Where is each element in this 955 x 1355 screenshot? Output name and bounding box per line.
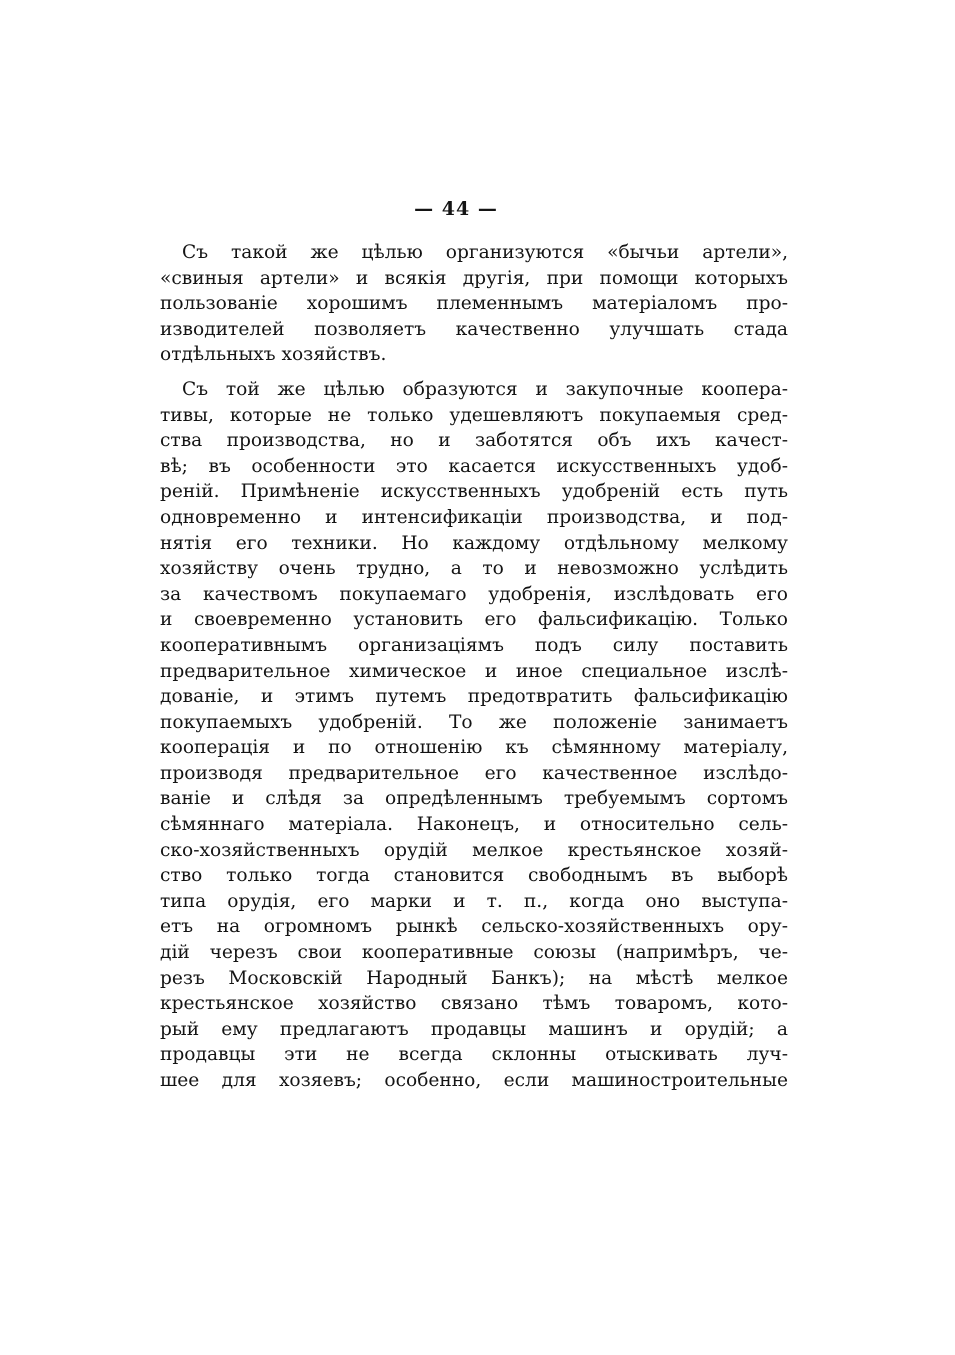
text-line: покупаемыхъ удобреній. То же положеніе занимаетъ xyxy=(160,711,788,733)
text-line: реній. Примѣненіе искусственныхъ удобреній есть путь xyxy=(160,481,788,503)
text-line: кооперація и по отношенію къ сѣмянному матеріалу, xyxy=(160,737,788,759)
text-line: вѣ; въ особенности это касается искусственныхъ удоб- xyxy=(160,455,788,477)
text-line: Съ такой же цѣлью организуются «бычьи артели», xyxy=(182,242,788,263)
text-line: дій черезъ свои кооперативные союзы (напримѣръ, че- xyxy=(160,942,788,964)
text-line: отдѣльныхъ хозяйствъ. xyxy=(160,344,387,366)
text-line: Съ той же цѣлью образуются и закупочные коопера- xyxy=(182,378,788,400)
text-line: производя предварительное его качественное изслѣдо- xyxy=(160,762,788,784)
text-line: резъ Московскій Народный Банкъ); на мѣстѣ мелкое xyxy=(160,967,788,989)
text-line: пользованіе хорошимъ племеннымъ матеріаломъ про- xyxy=(160,293,788,315)
text-line: етъ на огромномъ рынкѣ сельско-хозяйственныхъ ору- xyxy=(160,916,788,938)
paragraph xyxy=(160,240,788,368)
text-line: ско-хозяйственныхъ орудій мелкое крестьянское хозяй- xyxy=(160,839,788,861)
body-text xyxy=(160,240,788,1094)
text-line: шее для хозяевъ; особенно, если машиностроительные xyxy=(160,1070,788,1091)
text-line: дованіе, и этимъ путемъ предотвратить фальсификацію xyxy=(160,686,788,708)
text-line: рый ему предлагаютъ продавцы машинъ и орудій; а xyxy=(160,1018,788,1040)
text-line: тивы, которые не только удешевляютъ покупаемыя сред- xyxy=(160,404,788,426)
text-line: ваніе и слѣдя за опредѣленнымъ требуемымъ сортомъ xyxy=(160,788,788,810)
text-line: хозяйству очень трудно, а то и невозможно услѣдить xyxy=(160,558,788,580)
text-line: кооперативнымъ организаціямъ подъ силу поставить xyxy=(160,634,788,656)
paragraph xyxy=(160,377,788,1094)
text-line: «свиныя артели» и всякія другія, при помощи которыхъ xyxy=(160,267,788,289)
text-line: предварительное химическое и иное специальное изслѣ- xyxy=(160,660,788,682)
page-number: — 44 — xyxy=(414,198,498,220)
text-line: за качествомъ покупаемаго удобренія, изслѣдовать его xyxy=(160,583,788,605)
text-line: сѣмяннаго матеріала. Наконецъ, и относительно сель- xyxy=(160,814,788,836)
text-line: ства производства, но и заботятся объ ихъ качест- xyxy=(160,430,788,452)
text-line: продавцы эти не всегда склонны отыскивать луч- xyxy=(160,1044,788,1066)
text-line: и своевременно установить его фальсификацію. Только xyxy=(160,609,788,631)
text-line: нятія его техники. Но каждому отдѣльному мелкому xyxy=(160,532,788,554)
text-line: ство только тогда становится свободнымъ въ выборѣ xyxy=(160,865,788,887)
text-line: типа орудія, его марки и т. п., когда оно выступа- xyxy=(160,890,788,912)
text-line: одновременно и интенсификаціи производства, и под- xyxy=(160,506,788,528)
text-line: изводителей позволяетъ качественно улучшать стада xyxy=(160,318,788,340)
text-line: крестьянское хозяйство связано тѣмъ товаромъ, кото- xyxy=(160,993,788,1015)
